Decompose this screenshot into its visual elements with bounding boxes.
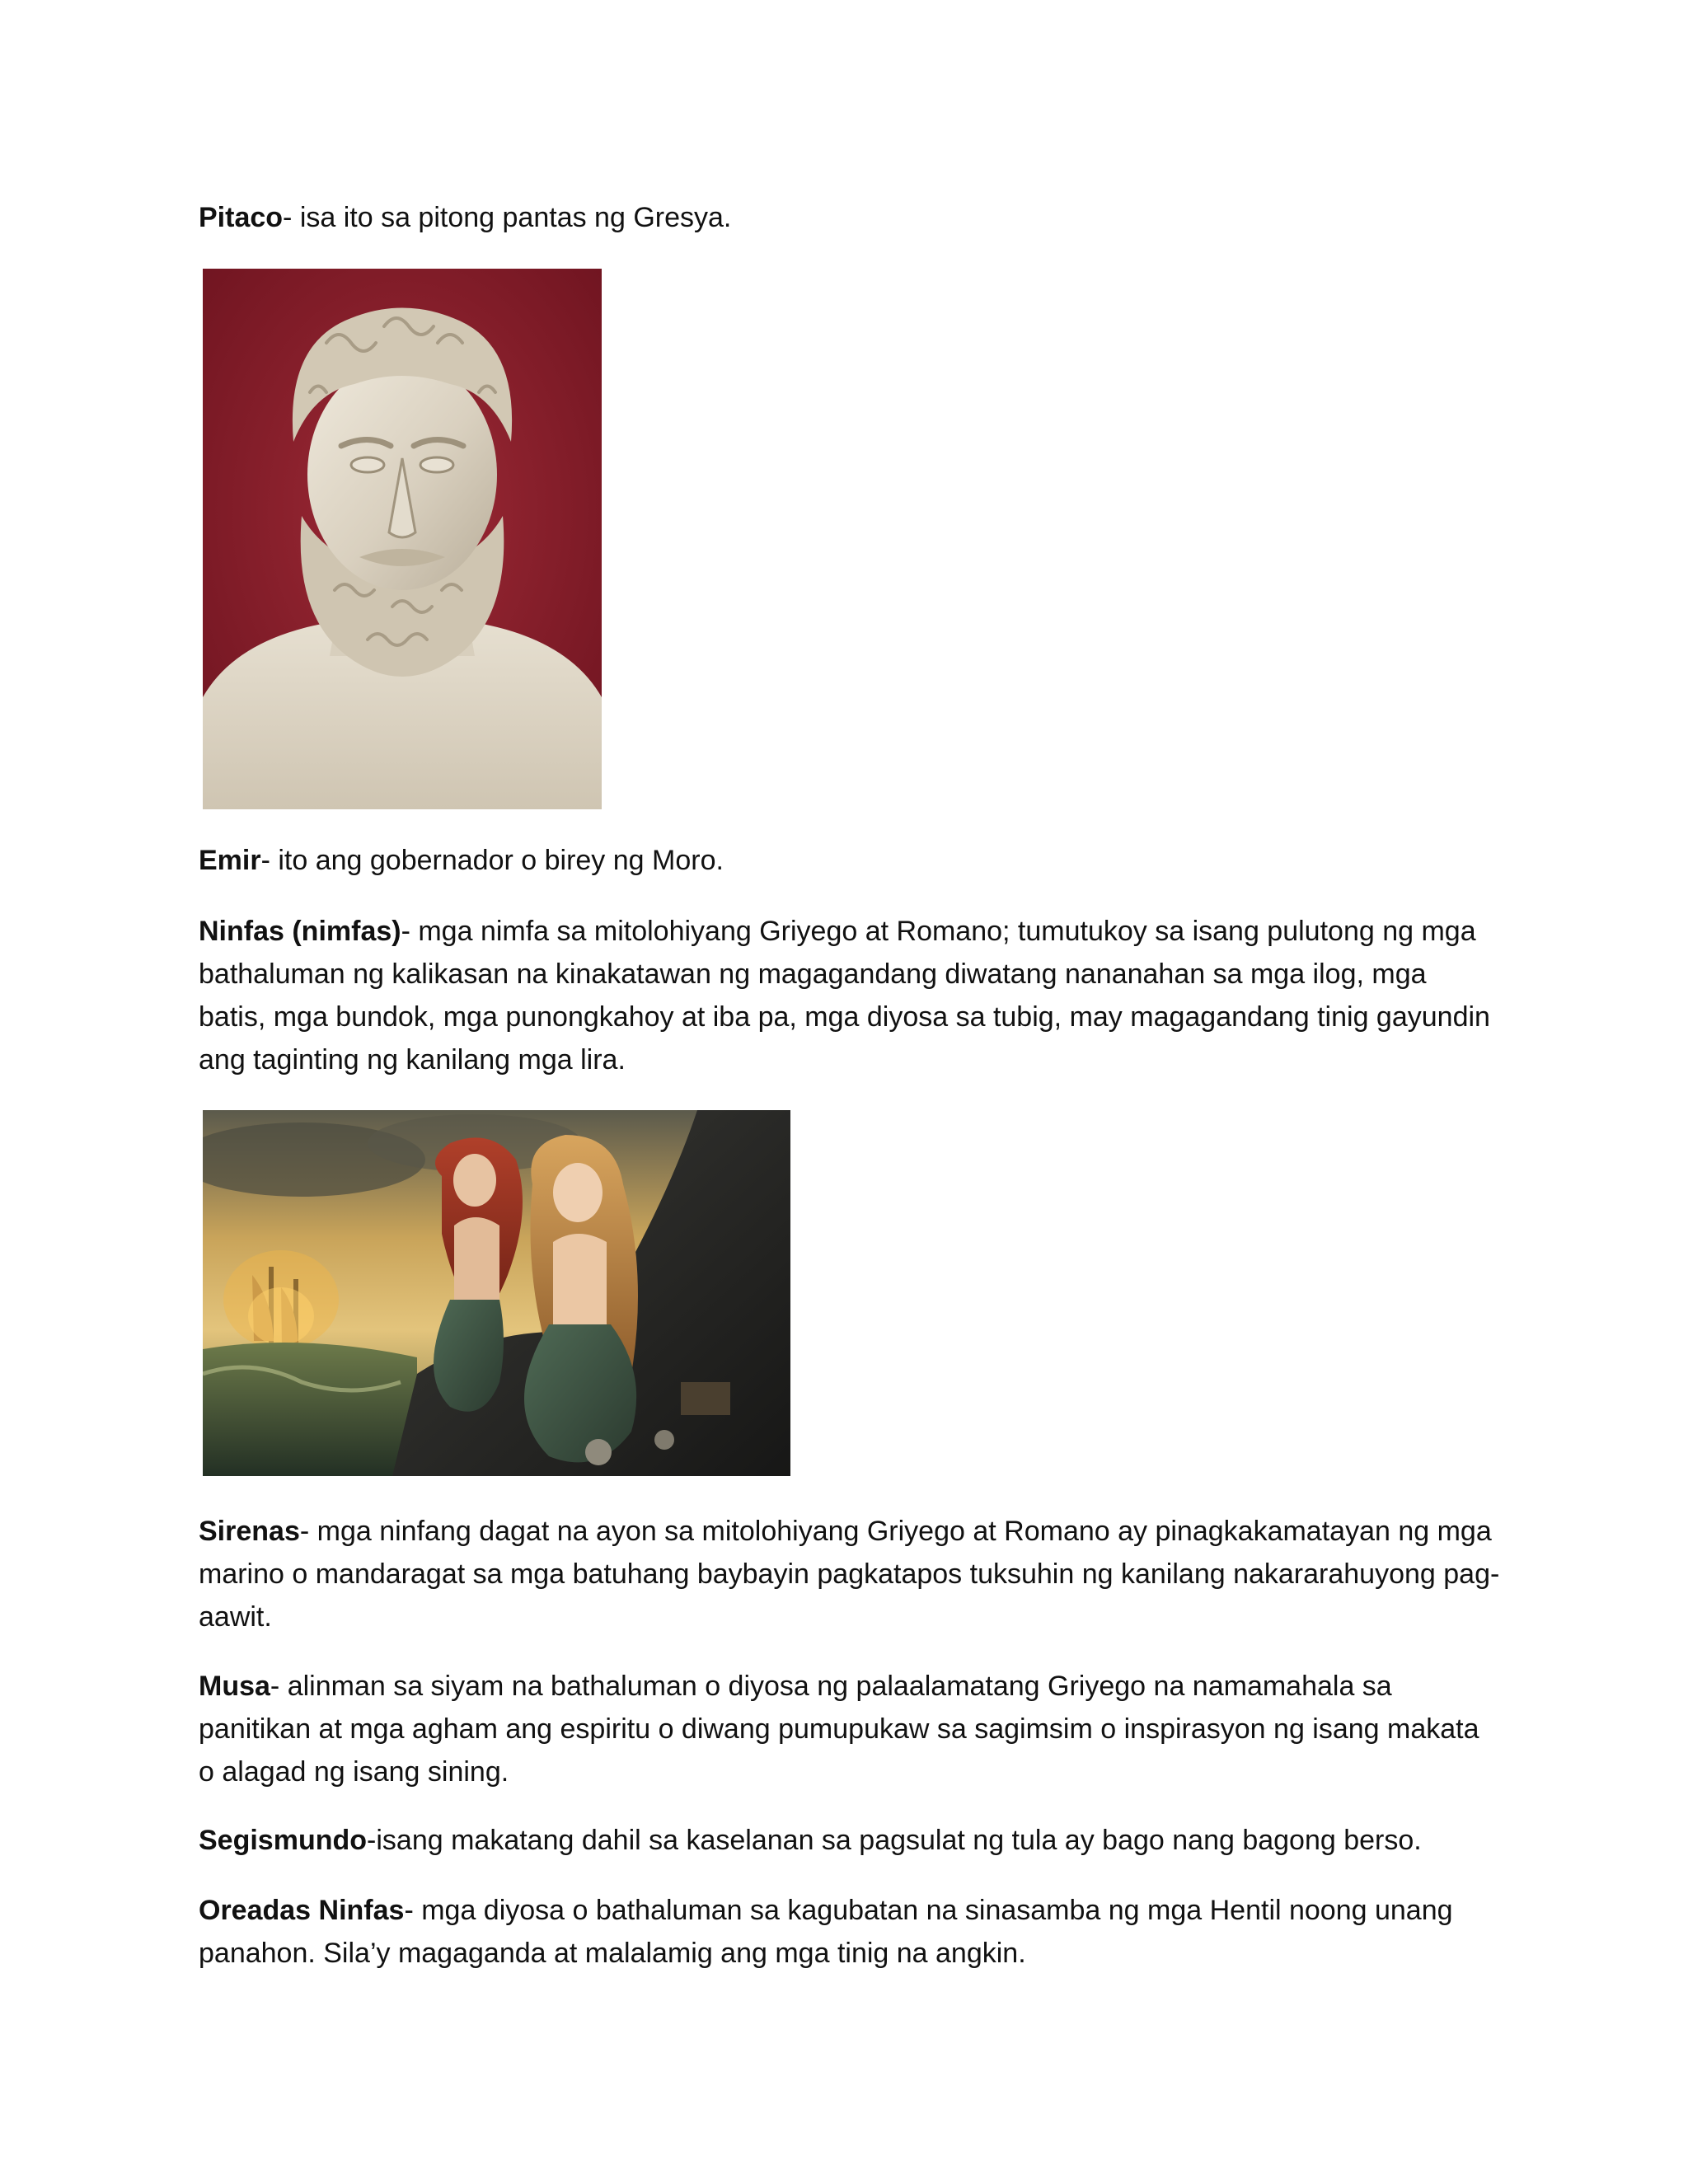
term-oreadas-ninfas: Oreadas Ninfas [199, 1895, 405, 1926]
term-pitaco: Pitaco [199, 202, 284, 233]
definition-emir: - ito ang gobernador o birey ng Moro. [260, 845, 724, 876]
pitaco-bust-image [203, 269, 602, 809]
term-ninfas: Ninfas (nimfas) [199, 916, 401, 947]
term-musa: Musa [199, 1671, 270, 1702]
term-emir: Emir [199, 845, 261, 876]
entry-oreadas-ninfas [199, 1889, 1501, 1975]
term-sirenas: Sirenas [199, 1516, 300, 1547]
definition-musa: - alinman sa siyam na bathaluman o diyosa ng palaalamatang Griyego na namamahala sa panitikan at mga agham ang espiritu o diwang pumupukaw sa sagimsim o inspirasyon ng isang makata o alagad ng isang sining. [199, 1671, 1479, 1788]
definition-sirenas: - mga ninfang dagat na ayon sa mitolohiyang Griyego at Romano ay pinagkakamatayan ng mga marino o mandaragat sa mga batuhang baybayin pagkatapos tuksuhin ng kanilang nakararahuyong pag-aawit. [199, 1516, 1500, 1633]
definition-segismundo: -isang makatang dahil sa kaselanan sa pagsulat ng tula ay bago nang bagong berso. [367, 1825, 1422, 1856]
entry-segismundo [199, 1819, 1501, 1862]
mermaids-image [203, 1110, 790, 1476]
definition-ninfas: - mga nimfa sa mitolohiyang Griyego at Romano; tumutukoy sa isang pulutong ng mga bathaluman ng kalikasan na kinakatawan ng magagandang diwatang nananahan sa mga ilog, mga batis, mga bundok, mga punongkahoy at iba pa, mga diyosa sa tubig, may magagandang tinig gayundin ang taginting ng kanilang mga lira. [199, 916, 1490, 1076]
definition-oreadas-ninfas: - mga diyosa o bathaluman sa kagubatan na sinasamba ng mga Hentil noong unang panahon. Sila’y magaganda at malalamig ang mga tinig na angkin. [199, 1895, 1453, 1969]
definition-pitaco: - isa ito sa pitong pantas ng Gresya. [283, 202, 732, 233]
entry-emir [199, 839, 1501, 882]
term-segismundo: Segismundo [199, 1825, 368, 1856]
entry-sirenas [199, 1510, 1501, 1638]
entry-musa [199, 1665, 1501, 1793]
entry-ninfas [199, 910, 1501, 1081]
entry-pitaco [199, 196, 1501, 239]
